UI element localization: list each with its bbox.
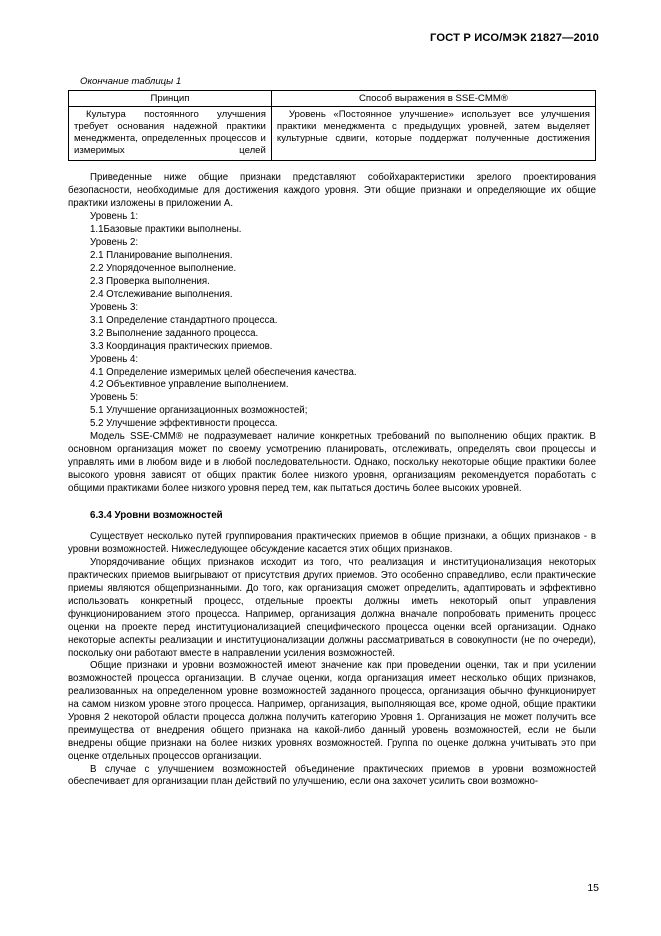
paragraph-section-1: Существует несколько путей группирования практических приемов в общие признаки, а общих признаков - в уровни возможностей. Нижеследующее обсуждение касается этих общих признаков. (68, 531, 596, 556)
list-item: Уровень 4: (90, 353, 139, 365)
capability-levels-list (68, 211, 596, 431)
list-item: 2.2 Упорядоченное выполнение. (90, 262, 237, 274)
paragraph-section-3: Общие признаки и уровни возможностей имеют значение как при проведении оценки, так и при усилении возможностей процесса организации. В случае оценки, когда организация имеет несколько общих признаков, реализованных на определенном уровне возможностей заданного процесса, организация обычно функционирует на самом низком уровне этого процесса. Например, организация, выполняющая все, кроме одной, общие практики Уровня 2 некоторой области процесса должна получить категорию Уровня 1. Организация не может получить все преимущества от внедрения общего признака на какой-либо данный уровень возможностей, если не были внедрены общие признаки на более низких уровнях возможностей. Группа по оценке должна учитывать это при оценке отдельных процессов организации. (68, 660, 596, 762)
list-item: Уровень 1: (90, 211, 139, 223)
list-item: 1.1Базовые практики выполнены. (90, 224, 242, 236)
list-item: Уровень 2: (90, 237, 139, 248)
paragraph-section-4: В случае с улучшением возможностей объединение практических приемов в уровни возможностей обеспечивает для организации план действий по улучшению, если она захочет усилить свои возможно- (68, 763, 596, 788)
paragraph-model-sse-cmm: Модель SSE-CMM® не подразумевает наличие конкретных требований по выполнению общих практик. В основном организация может по своему усмотрению планировать, отслеживать, определять свои процессы и управлять ими в любом виде и в любой последовательности. Однако, поскольку некоторые общие практики более высокого уровня зависят от общих практик более низкого уровня, организациям рекомендуется поработать с общими практиками более низкого уровня перед тем, как пытаться достичь более высоких уровней. (68, 431, 596, 494)
list-item: 5.1 Улучшение организационных возможностей; (90, 405, 308, 417)
list-item: 2.4 Отслеживание выполнения. (90, 288, 233, 300)
principles-table (68, 90, 596, 162)
list-item: Уровень 3: (90, 301, 139, 313)
list-item: 4.2 Объективное управление выполнением. (90, 379, 289, 391)
section-heading-6-3-4: 6.3.4 Уровни возможностей (90, 509, 223, 521)
list-item: 3.3 Координация практических приемов. (90, 340, 273, 352)
list-item: 3.2 Выполнение заданного процесса. (90, 327, 259, 339)
table-cell-expression: Уровень «Постоянное улучшение» использует все улучшения практики менеджмента с предыдущих уровней, затем выделяет культурные сдвиги, которые поддержат полученные достижения (271, 107, 595, 161)
list-item: Уровень 5: (90, 392, 139, 404)
table-header-row (69, 90, 596, 107)
list-item: 4.1 Определение измеримых целей обеспечения качества. (90, 366, 357, 378)
list-item: 5.2 Улучшение эффективности процесса. (90, 418, 278, 430)
paragraph-intro: Приведенные ниже общие признаки представляют собойхарактеристики зрелого проектирования безопасности, необходимые для достижения каждого уровня. Эти общие признаки и определяющие их общие практики изложены в приложении А. (68, 172, 596, 210)
list-item: 3.1 Определение стандартного процесса. (90, 314, 278, 326)
paragraph-section-2: Упорядочивание общих признаков исходит из того, что реализация и институционализация некоторых практических приемов выигрывают от присутствия других приемов. Это особенно справедливо, если практические приемы являются общепризнанными. До того, как организация сможет определить, адаптировать и эффективно использовать конкретный процесс, отдельные проекты должны иметь некоторый опыт управления функционированием этого процесса. Например, организация должна вначале попробовать применить процесс оценки на проекте перед институционализацией специфического процесса оценки всей организации. Однако некоторые аспекты реализации и институционализации должны рассматриваться в совокупности (не по очереди), поскольку они работают вместе в направлении усиления возможностей. (68, 557, 596, 659)
list-item: 2.3 Проверка выполнения. (90, 275, 210, 287)
table-cell-principle: Культура постоянного улучшения требует основания надежной практики менеджмента, определенных процессов и измеримых целей (69, 107, 272, 161)
page-number: 15 (587, 882, 599, 894)
page-header-standard-number: ГОСТ Р ИСО/МЭК 21827—2010 (429, 32, 599, 44)
page-content (68, 76, 596, 789)
list-item: 2.1 Планирование выполнения. (90, 249, 233, 261)
table-caption: Окончание таблицы 1 (80, 76, 182, 87)
table-header-principle: Принцип (69, 90, 272, 107)
table-header-expression: Способ выражения в SSE-CMM® (271, 90, 595, 107)
table-row (69, 107, 596, 161)
